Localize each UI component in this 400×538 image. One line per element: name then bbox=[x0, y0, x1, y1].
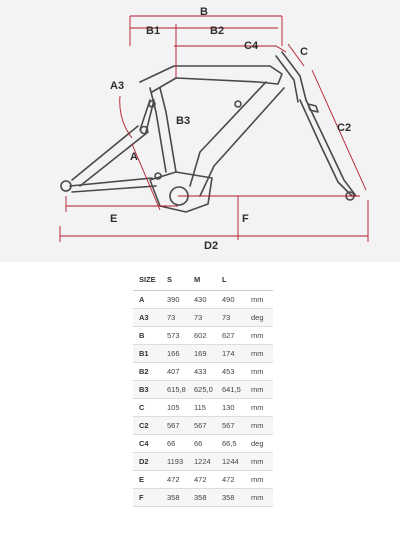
value-cell: 174 bbox=[216, 345, 245, 363]
parameter-cell: A bbox=[133, 291, 161, 309]
table-row bbox=[133, 417, 273, 435]
label-F: F bbox=[242, 213, 249, 225]
header-unit bbox=[245, 268, 273, 291]
unit-cell: mm bbox=[245, 363, 273, 381]
parameter-cell: C4 bbox=[133, 435, 161, 453]
unit-cell: mm bbox=[245, 381, 273, 399]
table-row bbox=[133, 453, 273, 471]
unit-cell: deg bbox=[245, 435, 273, 453]
unit-cell: mm bbox=[245, 489, 273, 507]
label-C4: C4 bbox=[244, 40, 259, 52]
value-cell: 453 bbox=[216, 363, 245, 381]
parameter-cell: C bbox=[133, 399, 161, 417]
value-cell: 433 bbox=[188, 363, 216, 381]
value-cell: 166 bbox=[161, 345, 188, 363]
parameter-cell: B bbox=[133, 327, 161, 345]
frame-drawing bbox=[0, 0, 400, 262]
value-cell: 407 bbox=[161, 363, 188, 381]
unit-cell: mm bbox=[245, 471, 273, 489]
label-E: E bbox=[110, 213, 118, 225]
table-row bbox=[133, 381, 273, 399]
unit-cell: mm bbox=[245, 327, 273, 345]
value-cell: 573 bbox=[161, 327, 188, 345]
value-cell: 567 bbox=[161, 417, 188, 435]
table-row bbox=[133, 345, 273, 363]
table-row bbox=[133, 435, 273, 453]
parameter-cell: E bbox=[133, 471, 161, 489]
parameter-cell: C2 bbox=[133, 417, 161, 435]
value-cell: 567 bbox=[188, 417, 216, 435]
label-C: C bbox=[300, 46, 308, 58]
value-cell: 66 bbox=[161, 435, 188, 453]
label-C2: C2 bbox=[337, 122, 352, 134]
table-row bbox=[133, 309, 273, 327]
parameter-cell: F bbox=[133, 489, 161, 507]
value-cell: 490 bbox=[216, 291, 245, 309]
value-cell: 358 bbox=[161, 489, 188, 507]
value-cell: 627 bbox=[216, 327, 245, 345]
value-cell: 625,0 bbox=[188, 381, 216, 399]
value-cell: 105 bbox=[161, 399, 188, 417]
parameter-cell: A3 bbox=[133, 309, 161, 327]
value-cell: 130 bbox=[216, 399, 245, 417]
down-tube bbox=[190, 82, 284, 196]
dim-line-F bbox=[178, 196, 360, 240]
value-cell: 115 bbox=[188, 399, 216, 417]
fork bbox=[300, 100, 356, 196]
value-cell: 73 bbox=[216, 309, 245, 327]
label-A: A bbox=[130, 151, 138, 163]
table-row bbox=[133, 327, 273, 345]
parameter-cell: B1 bbox=[133, 345, 161, 363]
parameter-cell: B2 bbox=[133, 363, 161, 381]
label-B1: B1 bbox=[146, 25, 161, 37]
header-s: S bbox=[161, 268, 188, 291]
value-cell: 169 bbox=[188, 345, 216, 363]
unit-cell: mm bbox=[245, 345, 273, 363]
dim-line-C4 bbox=[174, 46, 286, 52]
table-row bbox=[133, 489, 273, 507]
value-cell: 472 bbox=[188, 471, 216, 489]
chain-stay bbox=[70, 178, 156, 192]
value-cell: 567 bbox=[216, 417, 245, 435]
value-cell: 66,5 bbox=[216, 435, 245, 453]
table-row bbox=[133, 399, 273, 417]
value-cell: 472 bbox=[161, 471, 188, 489]
table-row bbox=[133, 363, 273, 381]
label-A3: A3 bbox=[110, 80, 125, 92]
value-cell: 641,5 bbox=[216, 381, 245, 399]
label-B3: B3 bbox=[176, 115, 191, 127]
value-cell: 66 bbox=[188, 435, 216, 453]
frame-geometry-diagram bbox=[0, 0, 400, 262]
value-cell: 1244 bbox=[216, 453, 245, 471]
bike-frame bbox=[61, 52, 356, 212]
unit-cell: mm bbox=[245, 399, 273, 417]
value-cell: 390 bbox=[161, 291, 188, 309]
parameter-cell: D2 bbox=[133, 453, 161, 471]
value-cell: 472 bbox=[216, 471, 245, 489]
unit-cell: mm bbox=[245, 453, 273, 471]
value-cell: 602 bbox=[188, 327, 216, 345]
label-D2: D2 bbox=[204, 240, 219, 252]
value-cell: 73 bbox=[161, 309, 188, 327]
dim-line-E bbox=[66, 196, 178, 212]
value-cell: 1224 bbox=[188, 453, 216, 471]
table-row bbox=[133, 291, 273, 309]
table-header-row bbox=[133, 268, 273, 291]
frame-bolt bbox=[235, 101, 241, 107]
table-row bbox=[133, 471, 273, 489]
header-l: L bbox=[216, 268, 245, 291]
unit-cell: mm bbox=[245, 291, 273, 309]
unit-cell: mm bbox=[245, 417, 273, 435]
parameter-cell: B3 bbox=[133, 381, 161, 399]
value-cell: 73 bbox=[188, 309, 216, 327]
value-cell: 358 bbox=[188, 489, 216, 507]
value-cell: 615,8 bbox=[161, 381, 188, 399]
unit-cell: deg bbox=[245, 309, 273, 327]
table-body bbox=[133, 291, 273, 507]
header-size: SIZE bbox=[133, 268, 161, 291]
dimension-lines bbox=[60, 16, 368, 242]
value-cell: 358 bbox=[216, 489, 245, 507]
value-cell: 430 bbox=[188, 291, 216, 309]
fork-crown bbox=[308, 104, 318, 112]
geometry-table bbox=[133, 268, 273, 507]
value-cell: 1193 bbox=[161, 453, 188, 471]
header-m: M bbox=[188, 268, 216, 291]
label-B2: B2 bbox=[210, 25, 225, 37]
label-B: B bbox=[200, 6, 208, 18]
